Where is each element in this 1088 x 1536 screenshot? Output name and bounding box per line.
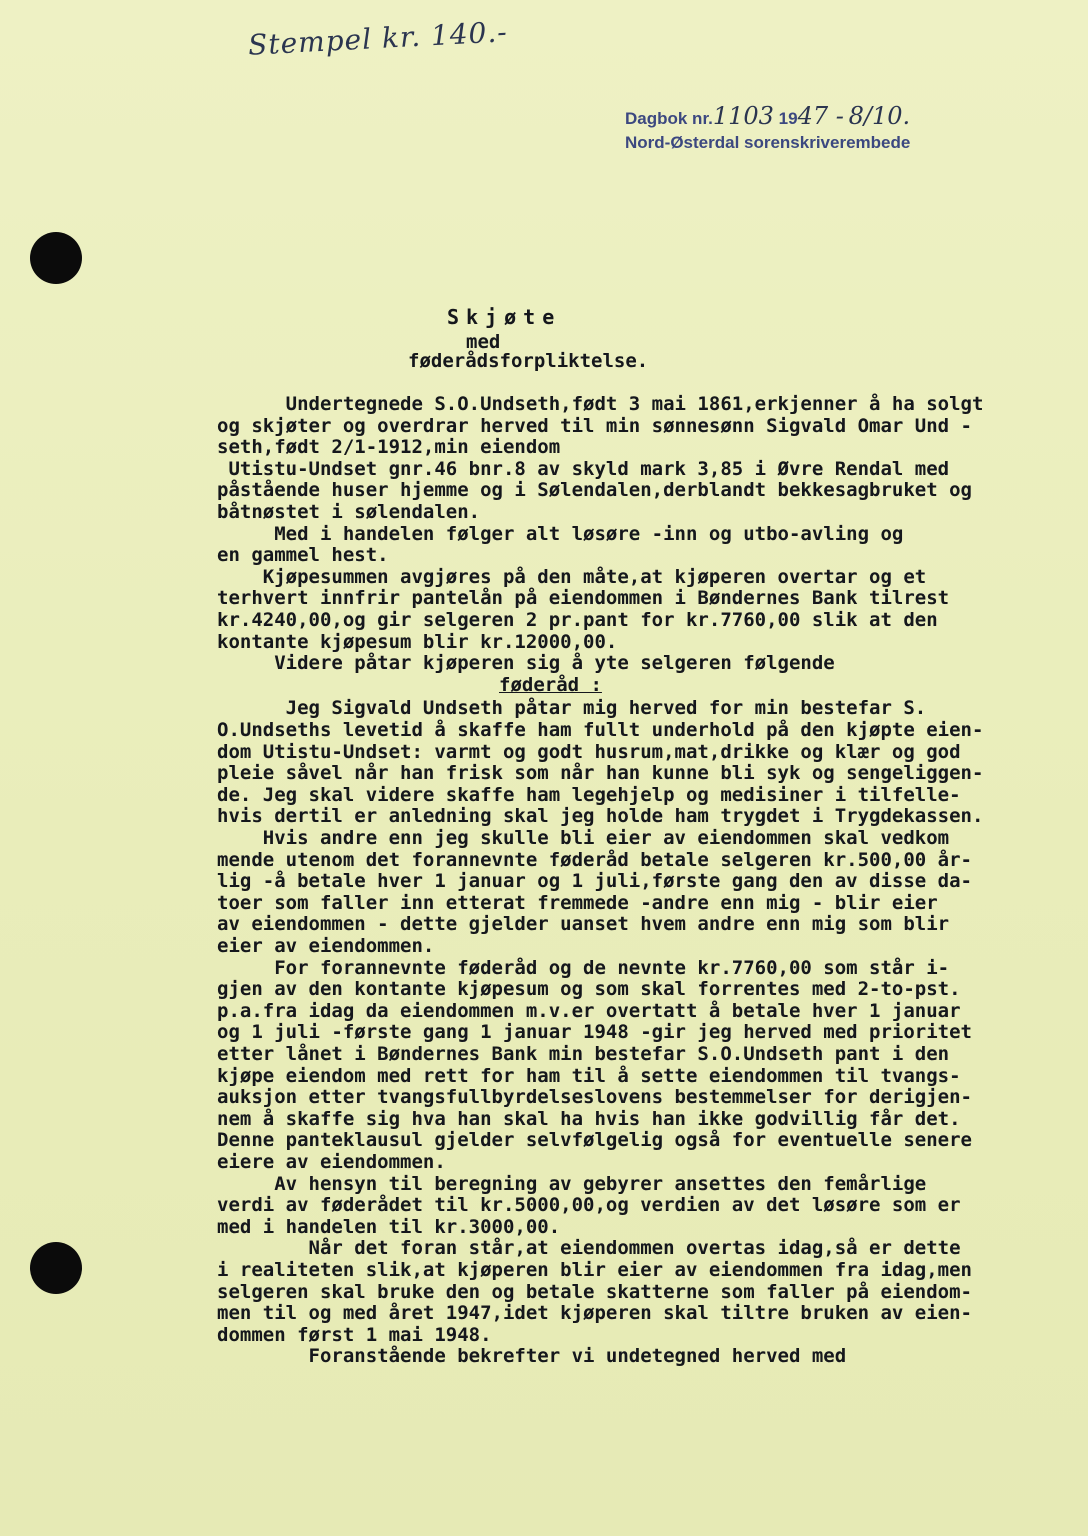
- stamp-prefix: Dagbok nr.: [625, 109, 713, 128]
- document-body: [217, 393, 1077, 1393]
- body-line: båtnøstet i sølendalen.: [217, 501, 481, 523]
- body-line: av eiendommen - dette gjelder uanset hvem andre enn mig som blir: [217, 913, 950, 936]
- body-line: i realiteten slik,at kjøperen blir eier av eiendommen fra idag,men: [217, 1259, 972, 1281]
- punch-hole-top: [30, 232, 82, 284]
- section-heading-foderad: føderåd :: [499, 673, 602, 696]
- body-line: kjøpe eiendom med rett for ham til å sette eiendommen til tvangs-: [217, 1064, 961, 1087]
- body-line: Videre påtar kjøperen sig å yte selgeren følgende: [217, 652, 835, 675]
- stamp-year: 47 -: [797, 102, 844, 130]
- body-line: Foranstående bekrefter vi undetegned herved med: [217, 1345, 847, 1368]
- body-line: O.Undseths levetid å skaffe ham fullt underhold på den kjøpte eien-: [217, 719, 984, 741]
- body-line: men til og med året 1947,idet kjøperen skal tiltre bruken av eien-: [217, 1302, 972, 1325]
- body-line: p.a.fra idag da eiendommen m.v.er overtatt å betale hver 1 januar: [217, 999, 961, 1022]
- body-line: med i handelen til kr.3000,00.: [217, 1215, 561, 1238]
- body-line: verdi av føderådet til kr.5000,00,og verdien av det løsøre som er: [217, 1194, 961, 1217]
- body-line: lig -å betale hver 1 januar og 1 juli,første gang den av disse da-: [217, 870, 972, 893]
- body-line: og 1 juli -første gang 1 januar 1948 -gir jeg herved med prioritet: [217, 1021, 972, 1044]
- handwritten-stamp-fee: Stempel kr. 140.-: [247, 15, 509, 62]
- stamp-number: 1103: [712, 102, 774, 130]
- body-line: de. Jeg skal videre skaffe ham legehjelp og medisiner i tilfelle-: [217, 783, 961, 806]
- body-line: Jeg Sigvald Undseth påtar mig herved for min bestefar S.: [217, 697, 927, 720]
- document-subtitle: føderådsforpliktelse.: [408, 350, 649, 372]
- body-line: Av hensyn til beregning av gebyrer ansettes den femårlige: [217, 1172, 927, 1195]
- punch-hole-bottom: [30, 1242, 82, 1294]
- stamp-year-prefix: 19: [778, 109, 798, 128]
- body-line: eier av eiendommen.: [217, 935, 435, 957]
- stamp-date: 8/10.: [848, 102, 911, 130]
- body-line: seth,født 2/1-1912,min eiendom: [217, 436, 561, 459]
- body-line: dom Utistu-Undset: varmt og godt husrum,mat,drikke og klær og god: [217, 740, 961, 763]
- body-line: kontante kjøpesum blir kr.12000,00.: [217, 630, 618, 653]
- body-line: terhvert innfrir pantelån på eiendommen i Bøndernes Bank tilrest: [217, 587, 950, 610]
- body-line: en gammel hest.: [217, 544, 389, 567]
- body-line: dommen først 1 mai 1948.: [217, 1323, 492, 1346]
- body-line: selgeren skal bruke den og betale skatterne som faller på eiendom-: [217, 1280, 972, 1303]
- body-line: kr.4240,00,og gir selgeren 2 pr.pant for kr.7760,00 slik at den: [217, 609, 938, 631]
- body-line: auksjon etter tvangsfullbyrdelseslovens bestemmelser for derigjen-: [217, 1086, 972, 1109]
- body-line: gjen av den kontante kjøpesum og som skal forrentes med 2-to-pst.: [217, 978, 961, 1001]
- body-line: Utistu-Undset gnr.46 bnr.8 av skyld mark 3,85 i Øvre Rendal med: [217, 457, 950, 480]
- body-line: eiere av eiendommen.: [217, 1151, 446, 1173]
- body-line: og skjøter og overdrar herved til min sønnesønn Sigvald Omar Und -: [217, 414, 972, 437]
- body-line: Hvis andre enn jeg skulle bli eier av eiendommen skal vedkom: [217, 827, 950, 849]
- body-line: For forannevnte føderåd og de nevnte kr.7760,00 som står i-: [217, 956, 950, 979]
- body-line: etter lånet i Bøndernes Bank min bestefar S.O.Undseth pant i den: [217, 1043, 950, 1065]
- body-line: Med i handelen følger alt løsøre -inn og utbo-avling og: [217, 522, 904, 545]
- stamp-office: Nord-Østerdal sorenskriverembede: [625, 133, 911, 152]
- document-title-line2: med: [466, 331, 501, 353]
- body-line: Kjøpesummen avgjøres på den måte,at kjøperen overtar og et: [217, 565, 927, 588]
- body-line: påstående huser hjemme og i Sølendalen,derblandt bekkesagbruket og: [217, 479, 972, 502]
- document-title: Skjøte: [447, 305, 562, 329]
- body-line: toer som faller inn etterat fremmede -andre enn mig - blir eier: [217, 891, 938, 914]
- body-line: hvis dertil er anledning skal jeg holde ham trygdet i Trygdekassen.: [217, 805, 984, 828]
- body-line: Denne panteklausul gjelder selvfølgelig også for eventuelle senere: [217, 1129, 972, 1152]
- body-line: mende utenom det forannevnte føderåd betale selgeren kr.500,00 år-: [217, 848, 972, 871]
- body-line: Når det foran står,at eiendommen overtas idag,så er dette: [217, 1237, 961, 1260]
- body-line: nem å skaffe sig hva han skal ha hvis han ikke godvillig får det.: [217, 1107, 961, 1130]
- body-line: pleie såvel når han frisk som når han kunne bli syk og sengeliggen-: [217, 762, 984, 785]
- body-line: Undertegnede S.O.Undseth,født 3 mai 1861,erkjenner å ha solgt: [217, 393, 984, 415]
